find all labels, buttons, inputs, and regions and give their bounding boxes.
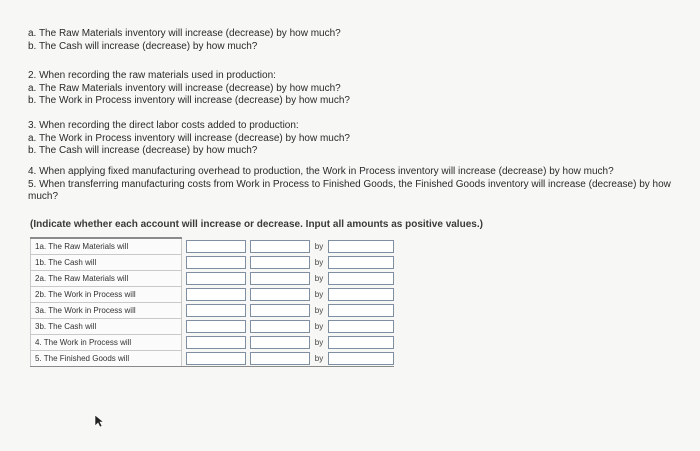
question-1b-text: b. The Cash will increase (decrease) by how much? [28, 40, 258, 52]
by-label: by [314, 258, 324, 267]
blank-input[interactable] [250, 304, 310, 317]
blank-input[interactable] [250, 288, 310, 301]
row-label: 5. The Finished Goods will [31, 351, 182, 367]
question-3-text: 3. When recording the direct labor costs added to production: [28, 120, 299, 131]
amount-input[interactable] [328, 272, 394, 285]
row-label: 1b. The Cash will [31, 255, 182, 271]
question-5-text: 5. When transferring manufacturing costs from Work in Process to Finished Goods, the Finished Goods inventory will increase (decrease) by how much? [28, 178, 671, 202]
by-label: by [310, 351, 328, 367]
question-2-block [28, 70, 350, 108]
question-1a-text: a. The Raw Materials inventory will increase (decrease) by how much? [28, 28, 341, 39]
by-label: by [314, 241, 324, 251]
question-4-5-block [28, 166, 678, 204]
by-label: by [314, 338, 324, 347]
amount-input[interactable] [328, 256, 394, 269]
direction-select[interactable] [186, 320, 246, 333]
amount-input[interactable] [328, 240, 394, 253]
direction-select[interactable] [186, 256, 246, 269]
table-row [31, 335, 395, 351]
mouse-pointer-icon [94, 414, 104, 428]
question-2-text: 2. When recording the raw materials used in production: [28, 70, 276, 81]
direction-select[interactable] [186, 336, 246, 349]
table-row [31, 287, 395, 303]
question-2b-text: b. The Work in Process inventory will increase (decrease) by how much? [28, 95, 350, 106]
row-label: 2a. The Raw Materials will [31, 271, 182, 287]
blank-input[interactable] [250, 336, 310, 349]
direction-select[interactable] [186, 304, 246, 317]
question-2a-text: a. The Raw Materials inventory will increase (decrease) by how much? [28, 82, 341, 94]
direction-select[interactable] [186, 272, 246, 285]
table-row [31, 303, 395, 319]
row-label: 3b. The Cash will [31, 319, 182, 335]
by-label: by [314, 306, 324, 315]
row-label: 1a. The Raw Materials will [31, 238, 182, 255]
table-row [31, 255, 395, 271]
by-label: by [314, 322, 324, 331]
blank-input[interactable] [250, 256, 310, 269]
direction-select[interactable] [186, 352, 246, 365]
answer-table [30, 237, 394, 367]
row-label: 2b. The Work in Process will [31, 287, 182, 303]
blank-input[interactable] [250, 272, 310, 285]
table-row [31, 271, 395, 287]
question-1-block [28, 28, 341, 53]
table-row [31, 351, 395, 367]
amount-input[interactable] [328, 336, 394, 349]
question-3a-text: a. The Work in Process inventory will increase (decrease) by how much? [28, 132, 350, 144]
question-4-text: 4. When applying fixed manufacturing overhead to production, the Work in Process inventory will increase (decrease) by how much? [28, 166, 614, 177]
by-label: by [314, 290, 324, 299]
by-label: by [314, 274, 324, 283]
direction-select[interactable] [186, 288, 246, 301]
table-row [31, 238, 395, 255]
question-3b-text: b. The Cash will increase (decrease) by how much? [28, 145, 258, 156]
blank-input[interactable] [250, 320, 310, 333]
table-row [31, 319, 395, 335]
amount-input[interactable] [328, 288, 394, 301]
amount-input[interactable] [328, 352, 394, 365]
question-3-block [28, 120, 350, 158]
blank-input[interactable] [250, 352, 310, 365]
amount-input[interactable] [328, 320, 394, 333]
blank-input[interactable] [250, 240, 310, 253]
row-label: 4. The Work in Process will [31, 335, 182, 351]
instruction-text: (Indicate whether each account will increase or decrease. Input all amounts as positive values.) [30, 219, 483, 230]
direction-select[interactable] [186, 240, 246, 253]
amount-input[interactable] [328, 304, 394, 317]
row-label: 3a. The Work in Process will [31, 303, 182, 319]
